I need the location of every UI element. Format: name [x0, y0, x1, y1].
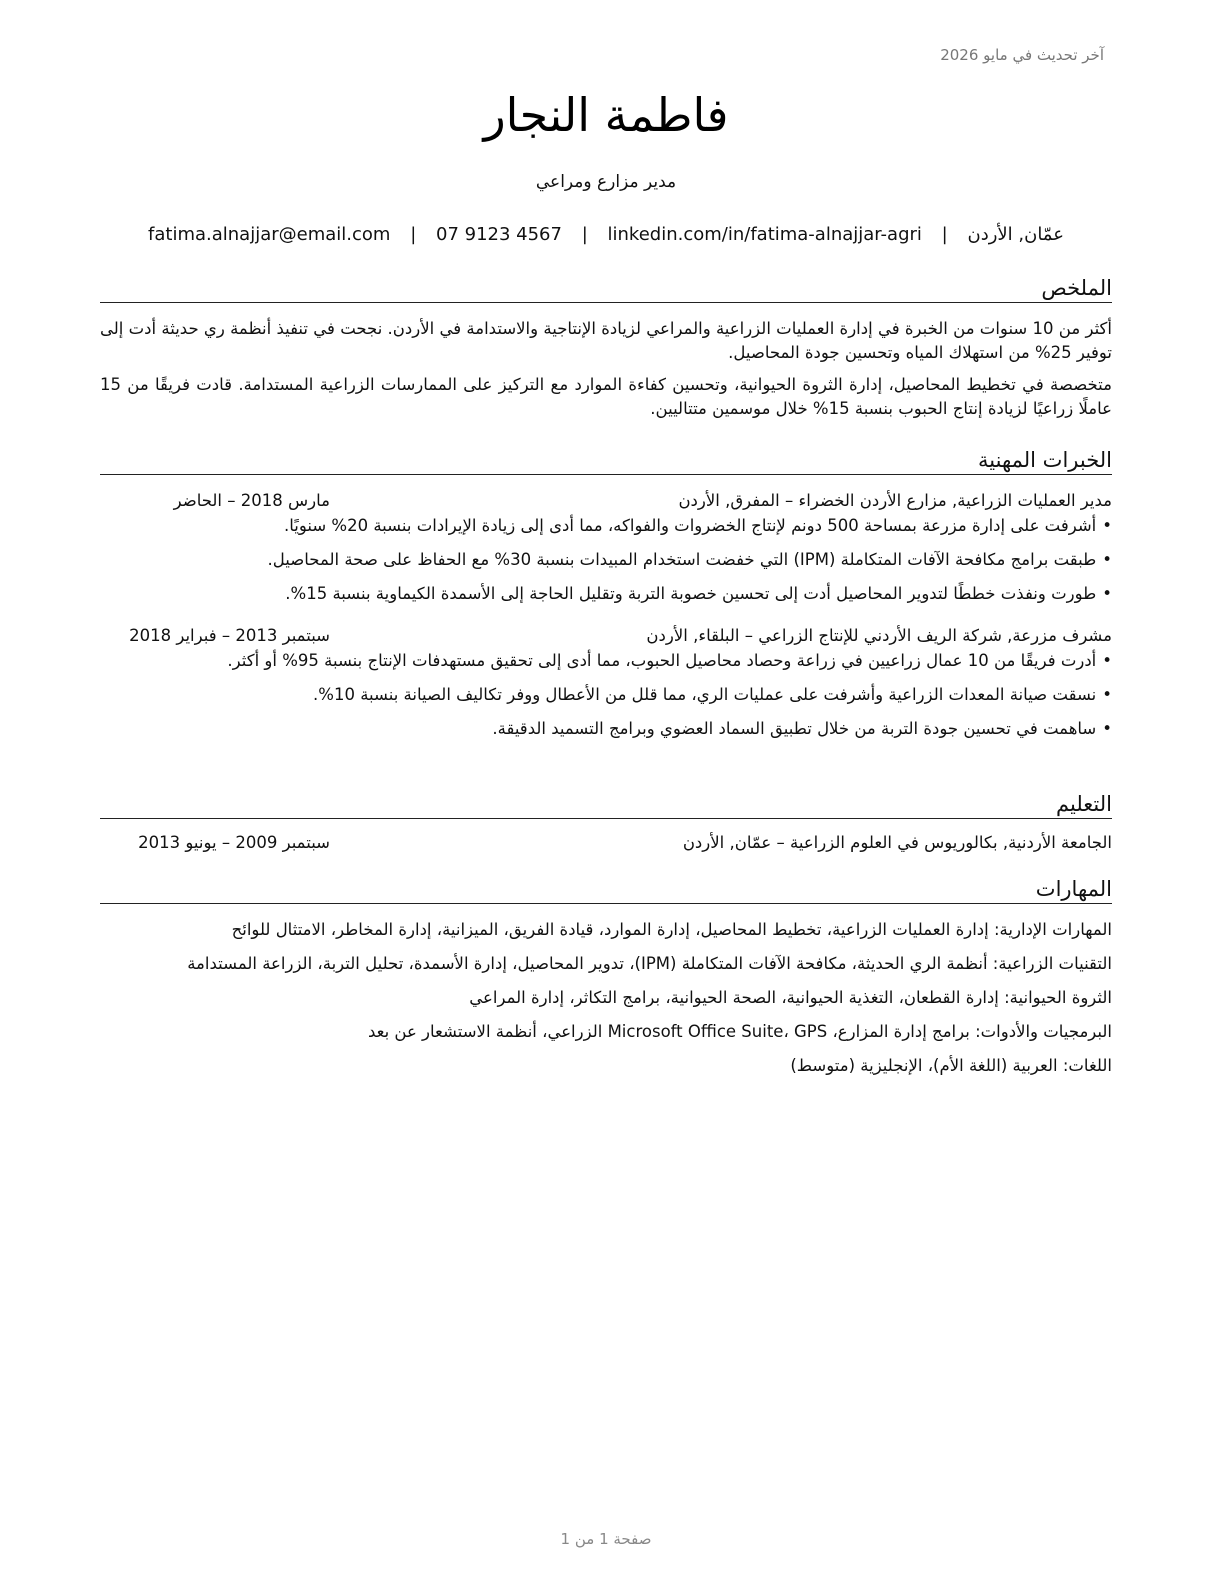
experience-section [100, 448, 1112, 751]
job-dates: سبتمبر 2013 – فبراير 2018 [129, 626, 330, 645]
contact-phone: 07 9123 4567 [436, 224, 562, 245]
job-bullets [100, 514, 1112, 606]
resume-page [100, 0, 1112, 1584]
job-bullets [100, 649, 1112, 741]
skill-line: التقنيات الزراعية: أنظمة الري الحديثة، مكافحة الآفات المتكاملة (IPM)، تدوير المحاصيل، إدارة الأسمدة، تحليل التربة، الزراعة المستدامة [187, 954, 1112, 973]
job-role-org: مدير العمليات الزراعية, مزارع الأردن الخضراء – المفرق, الأردن [678, 491, 1112, 510]
skill-line: البرمجيات والأدوات: برامج إدارة المزارع، Microsoft Office Suite، GPS الزراعي، أنظمة الاستشعار عن بعد [367, 1022, 1112, 1041]
job-bullet: • نسقت صيانة المعدات الزراعية وأشرفت على عمليات الري، مما قلل من الأعطال ووفر تكاليف الصيانة بنسبة 10%. [100, 683, 1112, 707]
summary-heading: الملخص [100, 276, 1112, 303]
skills-list [100, 918, 1112, 1078]
contact-location: عمّان, الأردن [967, 224, 1064, 245]
contact-email[interactable]: fatima.alnajjar@email.com [148, 224, 391, 245]
page-number: صفحة 1 من 1 [560, 1530, 652, 1548]
job-bullet: • طورت ونفذت خططًا لتدوير المحاصيل أدت إلى تحسين خصوبة التربة وتقليل الحاجة إلى الأسمدة الكيماوية بنسبة 15%. [100, 582, 1112, 606]
contact-separator: | [581, 224, 588, 245]
education-entry [100, 833, 1112, 852]
skill-line: اللغات: العربية (اللغة الأم)، الإنجليزية (متوسط) [790, 1056, 1112, 1075]
candidate-name: فاطمة النجار [483, 88, 729, 142]
job-header [100, 626, 1112, 645]
contact-separator: | [941, 224, 948, 245]
job-header [100, 491, 1112, 510]
summary-paragraph: متخصصة في تخطيط المحاصيل، إدارة الثروة الحيوانية، وتحسين كفاءة الموارد مع التركيز على الممارسات الزراعية المستدامة. قادت فريقًا من 15 عاملًا زراعيًا لزيادة إنتاج الحبوب بنسبة 15% خلال موسمين متتاليين. [100, 375, 1112, 418]
education-heading: التعليم [100, 792, 1112, 819]
job-bullet: • أشرفت على إدارة مزرعة بمساحة 500 دونم لإنتاج الخضروات والفواكه، مما أدى إلى زيادة الإيرادات بنسبة 20% سنويًا. [100, 514, 1112, 538]
education-section [100, 792, 1112, 852]
job-bullet: • طبقت برامج مكافحة الآفات المتكاملة (IPM) التي خفضت استخدام المبيدات بنسبة 30% مع الحفاظ على صحة المحاصيل. [100, 548, 1112, 572]
skill-line: المهارات الإدارية: إدارة العمليات الزراعية، تخطيط المحاصيل، إدارة الموارد، قيادة الفريق، الميزانية، إدارة المخاطر، الامتثال للوائح [231, 920, 1112, 939]
summary-paragraph: أكثر من 10 سنوات من الخبرة في إدارة العمليات الزراعية والمراعي لزيادة الإنتاجية والاستدامة في الأردن. نجحت في تنفيذ أنظمة ري حديثة أدت إلى توفير 25% من استهلاك المياه وتحسين جودة المحاصيل. [100, 319, 1112, 362]
contact-line [100, 224, 1112, 245]
job-bullet: • ساهمت في تحسين جودة التربة من خلال تطبيق السماد العضوي وبرامج التسميد الدقيقة. [100, 717, 1112, 741]
job-bullet: • أدرت فريقًا من 10 عمال زراعيين في زراعة وحصاد محاصيل الحبوب، مما أدى إلى تحقيق مستهدفات الإنتاج بنسبة 95% أو أكثر. [100, 649, 1112, 673]
skills-section [100, 877, 1112, 1088]
education-institution: الجامعة الأردنية, بكالوريوس في العلوم الزراعية – عمّان, الأردن [682, 833, 1112, 852]
skills-heading: المهارات [100, 877, 1112, 904]
job-dates: مارس 2018 – الحاضر [173, 491, 330, 510]
contact-separator: | [410, 224, 417, 245]
contact-linkedin[interactable]: linkedin.com/in/fatima-alnajjar-agri [607, 224, 922, 245]
job-title: مدير مزارع ومراعي [535, 172, 677, 192]
last-updated-note: آخر تحديث في مايو 2026 [940, 46, 1104, 64]
skill-line: الثروة الحيوانية: إدارة القطعان، التغذية الحيوانية، الصحة الحيوانية، برامج التكاثر، إدارة المراعي [469, 988, 1112, 1007]
experience-heading: الخبرات المهنية [100, 448, 1112, 475]
summary-section [100, 276, 1112, 421]
job-role-org: مشرف مزرعة, شركة الريف الأردني للإنتاج الزراعي – البلقاء, الأردن [646, 626, 1112, 645]
education-dates: سبتمبر 2009 – يونيو 2013 [138, 833, 330, 852]
